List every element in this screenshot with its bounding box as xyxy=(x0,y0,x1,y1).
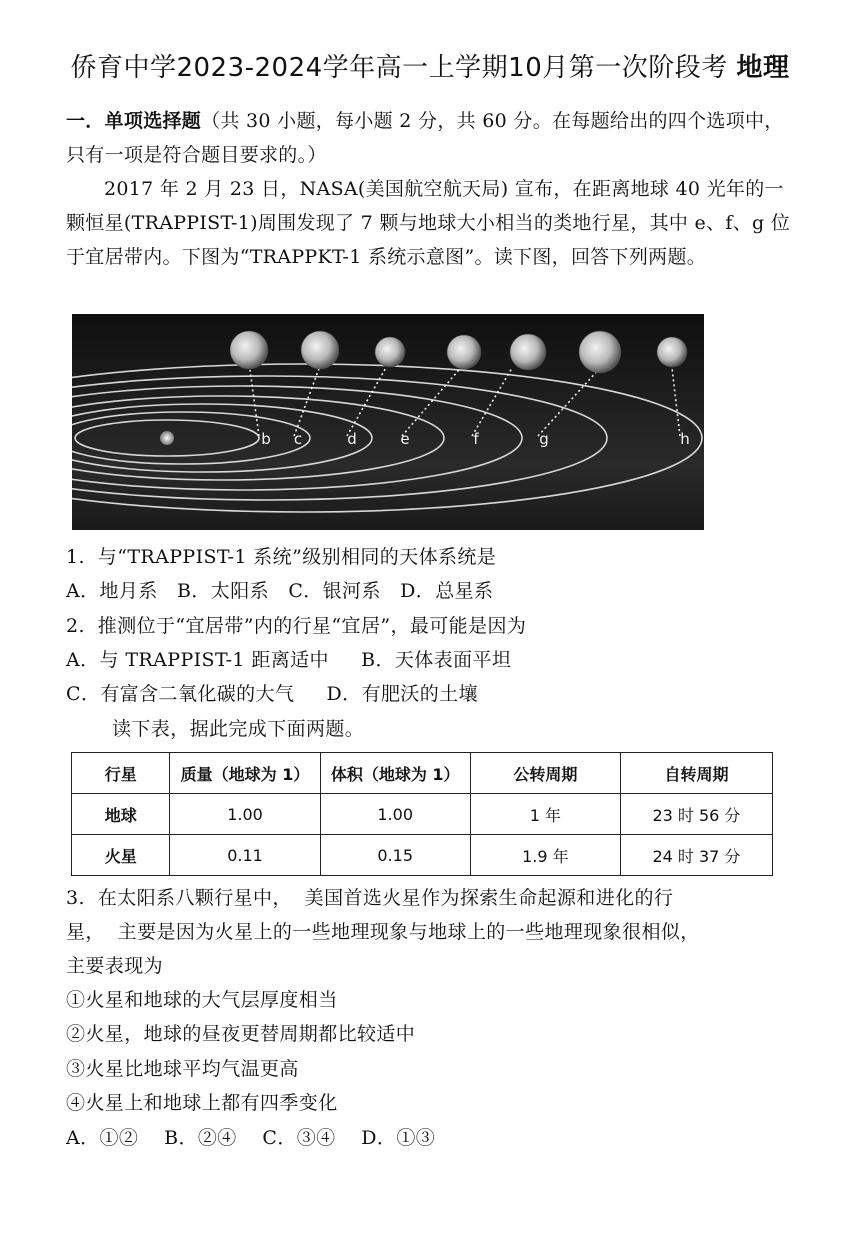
table-cell: 火星 xyxy=(72,835,170,876)
trappist-diagram xyxy=(72,314,704,530)
page-title xyxy=(0,48,860,88)
table-cell: 1.00 xyxy=(170,794,320,835)
question-3-item-1: ①火星和地球的大气层厚度相当 xyxy=(66,989,338,1011)
planet-label: h xyxy=(680,430,690,448)
question-3-options: A．①② B．②④ C．③④ D．①③ xyxy=(66,1127,436,1149)
question-1-options: A．地月系 B．太阳系 C．银河系 D．总星系 xyxy=(66,580,494,602)
table-header-row xyxy=(72,753,773,794)
table-cell: 1.9 年 xyxy=(470,835,620,876)
planet-c xyxy=(301,331,339,369)
planet-label: f xyxy=(473,430,479,448)
planet-b xyxy=(230,331,268,369)
section-heading: 一．单项选择题 xyxy=(66,110,202,132)
table-header: 质量（地球为 1） xyxy=(170,753,320,794)
table-cell: 24 时 37 分 xyxy=(620,835,772,876)
table-header: 体积（地球为 1） xyxy=(320,753,470,794)
question-2-options-row2: C．有富含二氧化碳的大气 D．有肥沃的土壤 xyxy=(66,683,478,705)
table-cell: 0.11 xyxy=(170,835,320,876)
planet-label: b xyxy=(261,430,271,448)
table-cell: 1 年 xyxy=(470,794,620,835)
title-subject: 地理 xyxy=(736,53,790,83)
table-intro: 读下表，据此完成下面两题。 xyxy=(112,718,365,740)
question-3-stem-line1: 3. 在太阳系八颗行星中， 美国首选火星作为探索生命起源和进化的行 xyxy=(66,887,674,909)
planet-g xyxy=(579,331,621,373)
question-2-stem: 2. 推测位于“宜居带”内的行星“宜居”，最可能是因为 xyxy=(66,615,527,637)
question-3-stem-line3: 主要表现为 xyxy=(66,955,164,977)
question-3-item-4: ④火星上和地球上都有四季变化 xyxy=(66,1092,338,1114)
title-main: 侨育中学2023-2024学年高一上学期10月第一次阶段考 xyxy=(70,53,728,83)
planet-label: c xyxy=(293,430,303,448)
question-3-stem-line2: 星， 主要是因为火星上的一些地理现象与地球上的一些地理现象很相似， xyxy=(66,921,700,943)
table-cell: 0.15 xyxy=(320,835,470,876)
trappist-system-figure xyxy=(72,314,704,530)
table-cell: 23 时 56 分 xyxy=(620,794,772,835)
table-cell: 地球 xyxy=(72,794,170,835)
table-header: 公转周期 xyxy=(470,753,620,794)
planet-label: e xyxy=(400,430,410,448)
planet-label: d xyxy=(347,430,357,448)
question-1-stem: 1. 与“TRAPPIST-1 系统”级别相同的天体系统是 xyxy=(66,546,497,568)
planet-data-table xyxy=(71,752,773,876)
planet-e xyxy=(447,335,481,369)
table-cell: 1.00 xyxy=(320,794,470,835)
table-row xyxy=(72,835,773,876)
planet-label: g xyxy=(539,430,549,448)
passage-1: 2017 年 2 月 23 日，NASA(美国航空航天局) 宣布，在距离地球 40 光年的一颗恒星(TRAPPIST-1)周围发现了 7 颗与地球大小相当的类地行星，其中 e、f、g 位于宜居带内。下图为“TRAPPKT-1 系统示意图”。读下图，回答下列两题。 xyxy=(66,178,791,268)
question-2-options-row1: A．与 TRAPPIST-1 距离适中 B．天体表面平坦 xyxy=(66,649,512,671)
planet-h xyxy=(657,337,687,367)
star-trappist-1 xyxy=(160,431,174,445)
planet-d xyxy=(375,337,405,367)
question-3-item-3: ③火星比地球平均气温更高 xyxy=(66,1058,299,1080)
table-row xyxy=(72,794,773,835)
table-header: 行星 xyxy=(72,753,170,794)
section-note: （共 30 小题，每小题 2 分，共 60 分。在每题给出的四个选项中，只有一项是符合题目要求的。） xyxy=(66,110,784,166)
section-instructions xyxy=(66,104,796,172)
table-header: 自转周期 xyxy=(620,753,772,794)
question-3-item-2: ②火星，地球的昼夜更替周期都比较适中 xyxy=(66,1023,416,1045)
planet-f xyxy=(510,334,546,370)
